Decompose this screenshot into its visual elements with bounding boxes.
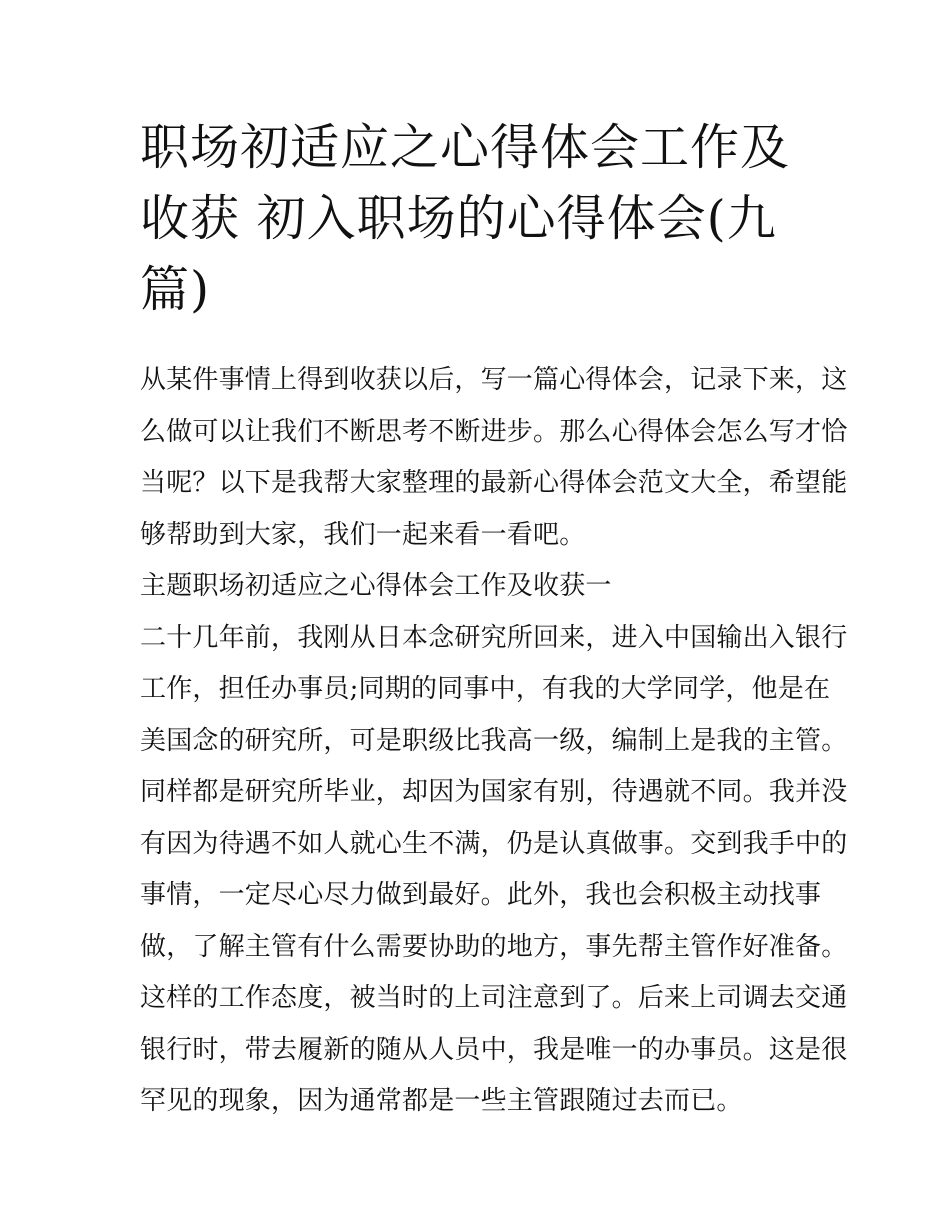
intro-line: 当呢？以下是我帮大家整理的最新心得体会范文大全，希望能 xyxy=(140,468,848,498)
paragraph-line: 事情，一定尽心尽力做到最好。此外，我也会积极主动找事 xyxy=(140,880,822,910)
intro-line: 么做可以让我们不断思考不断进步。那么心得体会怎么写才恰 xyxy=(140,416,848,447)
document-title xyxy=(140,112,820,325)
intro-line: 从某件事情上得到收获以后，写一篇心得体会，记录下来，这 xyxy=(140,365,848,395)
intro-line: 够帮助到大家，我们一起来看一看吧。 xyxy=(140,519,586,550)
paragraph-line: 罕见的现象，因为通常都是一些主管跟随过去而已。 xyxy=(140,1086,743,1116)
paragraph-line: 做，了解主管有什么需要协助的地方，事先帮主管作好准备。 xyxy=(140,931,848,962)
paragraph-line: 美国念的研究所，可是职级比我高一级，编制上是我的主管。 xyxy=(140,725,848,756)
paragraph-line: 这样的工作态度，被当时的上司注意到了。后来上司调去交通 xyxy=(140,983,848,1013)
paragraph-line: 工作，担任办事员;同期的同事中，有我的大学同学，他是在 xyxy=(140,674,831,704)
paragraph-line: 二十几年前，我刚从日本念研究所回来，进入中国输出入银行 xyxy=(140,622,848,653)
title-line: 收获 初入职场的心得体会(九 xyxy=(140,190,777,247)
section-heading: 主题职场初适应之心得体会工作及收获一 xyxy=(140,571,612,601)
title-line: 职场初适应之心得体会工作及 xyxy=(140,119,791,176)
paragraph-line: 银行时，带去履新的随从人员中，我是唯一的办事员。这是很 xyxy=(140,1034,848,1065)
paragraph-line: 同样都是研究所毕业，却因为国家有别，待遇就不同。我并没 xyxy=(140,777,848,807)
title-line: 篇) xyxy=(140,261,211,318)
document-body xyxy=(140,356,848,1129)
paragraph-line: 有因为待遇不如人就心生不满，仍是认真做事。交到我手中的 xyxy=(140,828,848,859)
